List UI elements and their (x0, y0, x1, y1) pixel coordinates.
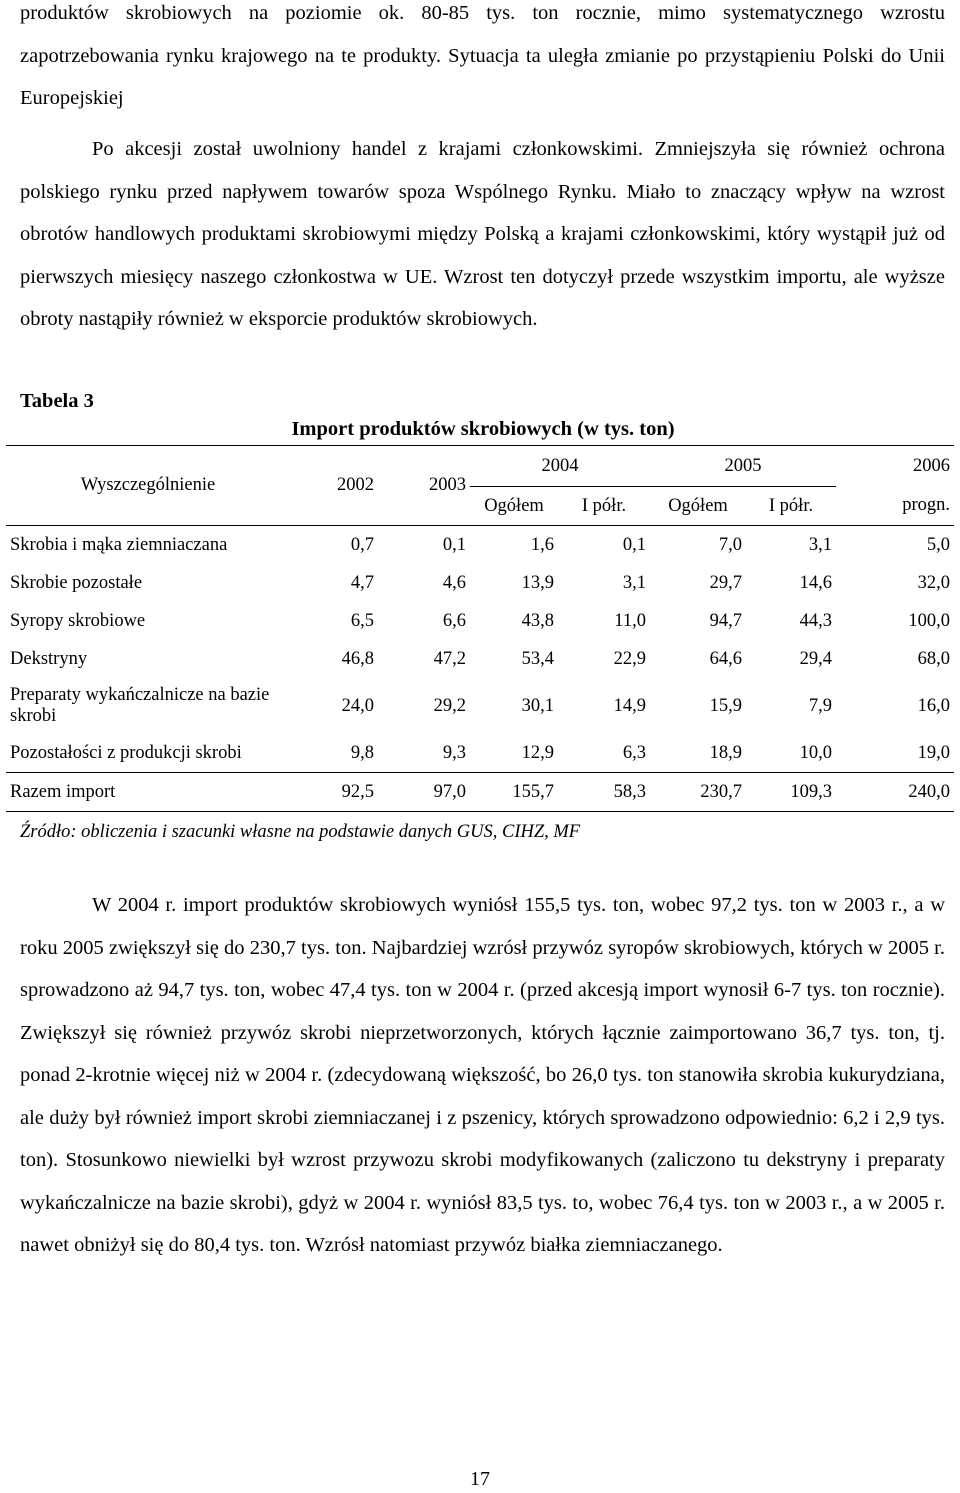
row-label: Syropy skrobiowe (10, 610, 146, 631)
cell: 30,1 (521, 695, 554, 716)
header-2005-half: I półr. (746, 487, 836, 526)
cell: 230,7 (650, 773, 746, 812)
cell: 6,5 (350, 610, 374, 631)
header-2006: 2006 (836, 446, 954, 487)
table-row (6, 734, 954, 773)
cell: 9,3 (442, 742, 466, 763)
cell: 9,8 (350, 742, 374, 763)
table-title: Import produktów skrobiowych (w tys. ton) (291, 418, 675, 440)
header-2006-forecast: progn. (836, 487, 954, 526)
cell: 47,2 (433, 648, 466, 669)
header-2005: 2005 (650, 446, 836, 487)
cell: 16,0 (917, 695, 950, 716)
cell: 58,3 (558, 773, 650, 812)
cell: 6,6 (442, 610, 466, 631)
cell: 240,0 (836, 773, 954, 812)
row-label: Preparaty wykańczalnicze na bazie skrobi (10, 685, 270, 726)
cell: 6,3 (622, 742, 646, 763)
cell: 29,7 (709, 572, 742, 593)
header-2004-half: I półr. (558, 487, 650, 526)
cell: 3,1 (808, 534, 832, 555)
cell: 68,0 (917, 648, 950, 669)
cell: 100,0 (908, 610, 950, 631)
cell: 155,7 (470, 773, 558, 812)
intro-paragraph: produktów skrobiowych na poziomie ok. 80-85 tys. ton rocznie, mimo systematycznego wzrostu zapotrzebowania rynku krajowego na te produkty. Sytuacja ta uległa zmianie po przystąpieniu Polski do Unii Europejskiej (20, 2, 945, 109)
header-2004-total: Ogółem (470, 487, 558, 526)
cell: 109,3 (746, 773, 836, 812)
table-source: Źródło: obliczenia i szacunki własne na podstawie danych GUS, CIHZ, MF (20, 822, 581, 842)
cell: 12,9 (521, 742, 554, 763)
header-row-years (6, 446, 954, 487)
row-label: Pozostałości z produkcji skrobi (10, 742, 242, 763)
cell: 19,0 (917, 742, 950, 763)
table-row (6, 678, 954, 734)
cell: 29,2 (433, 695, 466, 716)
cell: 4,6 (442, 572, 466, 593)
table-row (6, 640, 954, 678)
cell: 3,1 (622, 572, 646, 593)
cell: 94,7 (709, 610, 742, 631)
cell: 92,5 (290, 773, 378, 812)
table-row (6, 564, 954, 602)
table-row-total (6, 773, 954, 812)
cell: 14,6 (799, 572, 832, 593)
cell: 5,0 (926, 534, 950, 555)
cell: 44,3 (799, 610, 832, 631)
cell: 7,9 (808, 695, 832, 716)
cell: 10,0 (799, 742, 832, 763)
cell: 4,7 (350, 572, 374, 593)
cell: 0,7 (350, 534, 374, 555)
table-row (6, 526, 954, 565)
table-row (6, 602, 954, 640)
cell: 14,9 (613, 695, 646, 716)
table-label: Tabela 3 (20, 390, 94, 412)
cell: 15,9 (709, 695, 742, 716)
cell: 22,9 (613, 648, 646, 669)
cell: 53,4 (521, 648, 554, 669)
row-label: Skrobia i mąka ziemniaczana (10, 534, 228, 555)
cell: 29,4 (799, 648, 832, 669)
cell: 0,1 (622, 534, 646, 555)
cell: 13,9 (521, 572, 554, 593)
cell: 18,9 (709, 742, 742, 763)
import-table (6, 445, 954, 812)
header-2005-total: Ogółem (650, 487, 746, 526)
cell: 24,0 (341, 695, 374, 716)
header-2003: 2003 (378, 446, 470, 526)
header-2004: 2004 (470, 446, 650, 487)
accession-paragraph: Po akcesji został uwolniony handel z krajami członkowskimi. Zmniejszyła się również ochrona polskiego rynku przed napływem towarów spoza Wspólnego Rynku. Miało to znaczący wpływ na wzrost obrotów handlowych produktami skrobiowymi między Polską a krajami członkowskimi, który wystąpił już od pierwszych miesięcy naszego członkostwa w UE. Wzrost ten dotyczył przede wszystkim importu, ale wyższe obroty nastąpiły również w eksporcie produktów skrobiowych. (20, 138, 945, 330)
cell: 32,0 (917, 572, 950, 593)
row-label: Skrobie pozostałe (10, 572, 143, 593)
header-item: Wyszczególnienie (6, 446, 290, 526)
cell: 46,8 (341, 648, 374, 669)
header-2002: 2002 (290, 446, 378, 526)
cell: 7,0 (718, 534, 742, 555)
cell: 64,6 (709, 648, 742, 669)
cell: 43,8 (521, 610, 554, 631)
page-number: 17 (470, 1468, 490, 1490)
row-label: Dekstryny (10, 648, 88, 669)
row-label: Razem import (6, 773, 290, 812)
cell: 0,1 (442, 534, 466, 555)
cell: 1,6 (530, 534, 554, 555)
import-analysis-paragraph: W 2004 r. import produktów skrobiowych wyniósł 155,5 tys. ton, wobec 97,2 tys. ton w 2003 r., a w roku 2005 zwiększył się do 230,7 tys. ton. Najbardziej wzrósł przywóz syropów skrobiowych, których w 2005 r. sprowadzono aż 94,7 tys. ton, wobec 47,4 tys. ton w 2004 r. (przed akcesją import wynosił 6-7 tys. ton rocznie). Zwiększył się również przywóz skrobi nieprzetworzonych, których łącznie zaimportowano 36,7 tys. ton, tj. ponad 2-krotnie więcej niż w 2004 r. (zdecydowaną większość, bo 26,0 tys. ton stanowiła skrobia kukurydziana, ale duży był również import skrobi ziemniaczanej i z pszenicy, których sprowadzono odpowiednio: 6,2 i 2,9 tys. ton). Stosunkowo niewielki był wzrost przywozu skrobi modyfikowanych (zaliczono tu dekstryny i preparaty wykańczalnicze na bazie skrobi), gdyż w 2004 r. wyniósł 83,5 tys. to, wobec 76,4 tys. ton w 2003 r., a w 2005 r. nawet obniżył się do 80,4 tys. ton. Wzrósł natomiast przywóz białka ziemniaczanego. (20, 894, 945, 1256)
cell: 11,0 (614, 610, 646, 631)
cell: 97,0 (378, 773, 470, 812)
